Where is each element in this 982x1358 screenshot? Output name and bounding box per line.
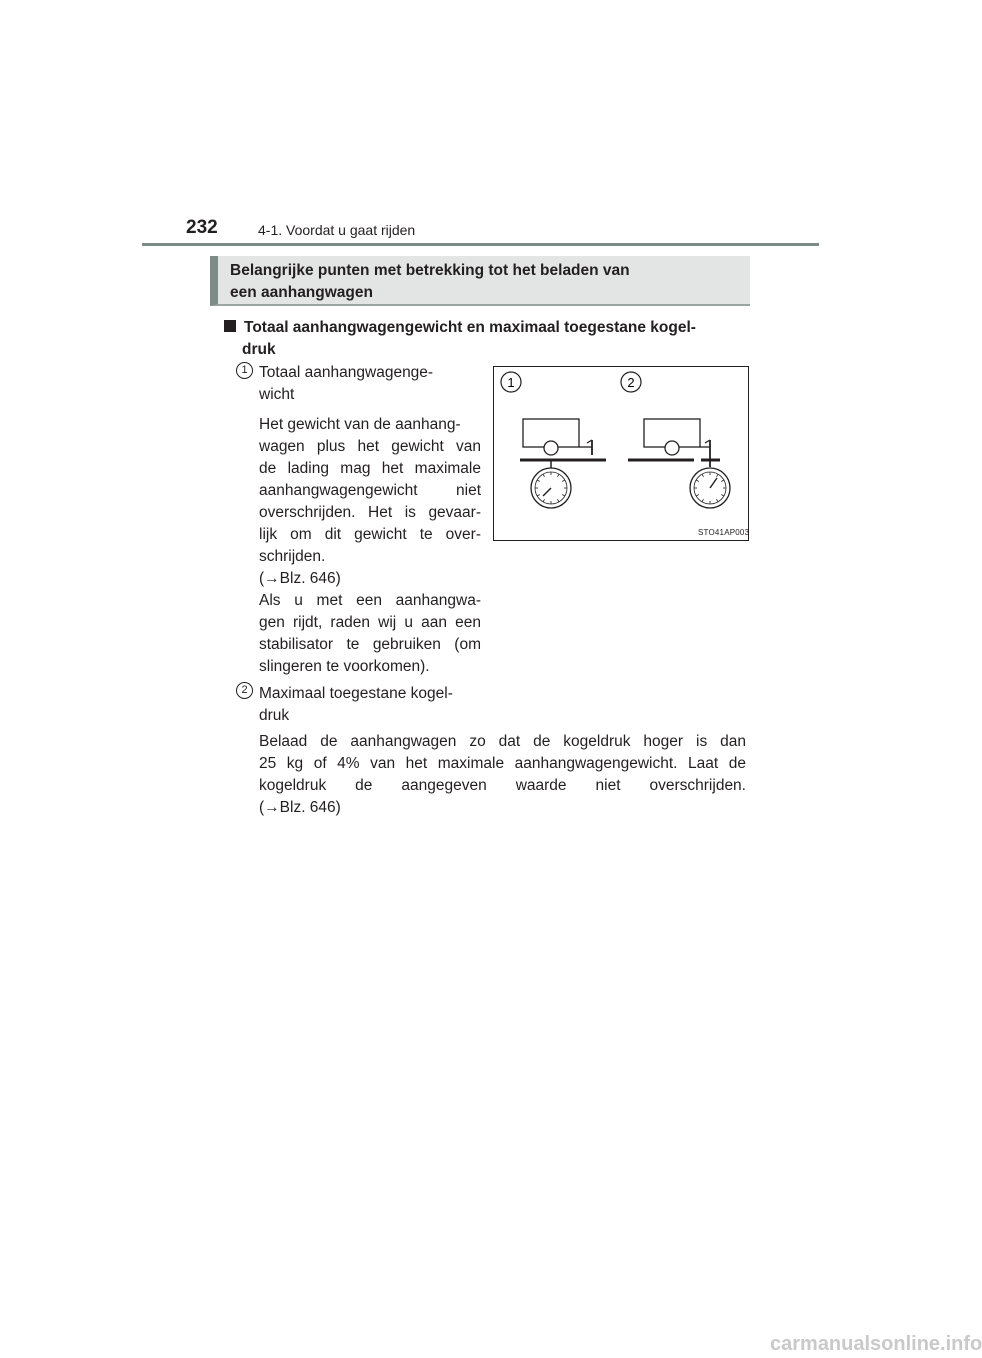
item-1-body2 <box>259 590 481 678</box>
subsection-line2: druk <box>242 341 276 358</box>
item-1-title-line1: Totaal aanhangwagenge- <box>259 364 434 381</box>
subsection-line1: Totaal aanhangwagengewicht en maximaal toegestane kogel- <box>244 319 696 336</box>
item-1-body-line: overschrijden. Het is gevaar- <box>259 504 481 521</box>
item-1-body2-line: Als u met een aanhangwa- <box>259 592 481 609</box>
watermark: carmanualsonline.info <box>770 1333 982 1355</box>
item-2-body-line: kogeldruk de aangegeven waarde niet overschrijden. <box>259 777 746 794</box>
trailer-on-scale-icon <box>520 419 606 508</box>
item-2-body <box>259 731 746 819</box>
topic-heading <box>210 256 750 306</box>
diagram-label-1: 1 <box>507 375 515 390</box>
header-divider <box>142 243 819 246</box>
item-1-page-reference: (→Blz. 646) <box>259 570 341 587</box>
item-1-body2-line: slingeren te voorkomen). <box>259 658 430 675</box>
item-2-body-line: 25 kg of 4% van het maximale aanhangwagengewicht. Laat de <box>259 755 746 772</box>
trailer-scale-illustration <box>494 367 750 542</box>
item-1-body-line: schrijden. <box>259 548 326 565</box>
page-number: 232 <box>186 217 218 238</box>
topic-heading-line2: een aanhangwagen <box>230 284 373 301</box>
diagram-label-2: 2 <box>627 375 635 390</box>
item-1-body2-line: gen rijdt, raden wij u aan een <box>259 614 481 631</box>
item-1-body-line: wagen plus het gewicht van <box>259 438 481 455</box>
item-1-title <box>259 362 481 406</box>
tongue-weight-scale-icon <box>628 419 730 508</box>
item-2-title-line2: druk <box>259 707 290 724</box>
square-bullet-icon <box>224 320 236 332</box>
item-1-title-line2: wicht <box>259 386 295 403</box>
subsection-heading <box>224 317 748 361</box>
item-1-body-line: de lading mag het maximale <box>259 460 481 477</box>
topic-heading-line1: Belangrijke punten met betrekking tot het beladen van <box>230 262 630 279</box>
item-1-body-line: Het gewicht van de aanhang- <box>259 416 461 433</box>
item-1-body <box>259 414 481 590</box>
item-2-body-line: Belaad de aanhangwagen zo dat de kogeldruk hoger is dan <box>259 733 746 750</box>
item-number-1-icon: 1 <box>236 362 253 379</box>
item-number-2-icon: 2 <box>236 682 253 699</box>
trailer-weight-diagram <box>493 366 749 541</box>
diagram-code: STO41AP003 <box>698 528 750 537</box>
item-1-body-line: lijk om dit gewicht te over- <box>259 526 481 543</box>
item-2-title <box>259 683 481 727</box>
item-1-body-line: aanhangwagengewicht niet <box>259 482 481 499</box>
section-title: 4-1. Voordat u gaat rijden <box>258 222 416 238</box>
item-2-title-line1: Maximaal toegestane kogel- <box>259 685 453 702</box>
item-1-body2-line: stabilisator te gebruiken (om <box>259 636 481 653</box>
item-2-page-reference: (→Blz. 646) <box>259 799 341 816</box>
